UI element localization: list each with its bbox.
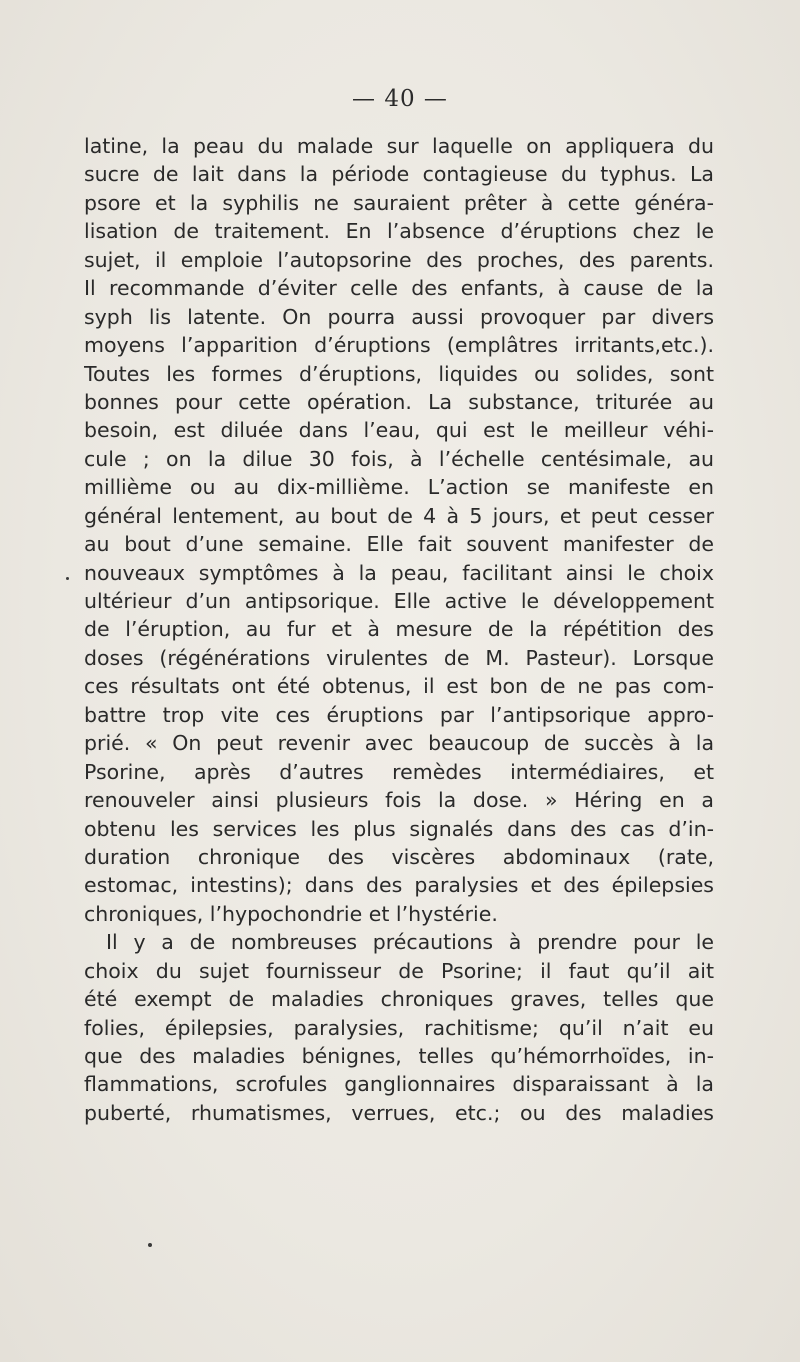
text-line: estomac, intestins); dans des paralysies et des épilepsies bbox=[84, 873, 714, 898]
text-line: sucre de lait dans la période contagieuse du typhus. La bbox=[84, 162, 714, 187]
text-line: au bout d’une semaine. Elle fait souvent manifester de bbox=[84, 532, 714, 557]
text-line: Il recommande d’éviter celle des enfants, à cause de la bbox=[84, 276, 714, 301]
text-line: prié. « On peut revenir avec beaucoup de succès à la bbox=[84, 731, 714, 756]
text-line: nouveaux symptômes à la peau, facilitant ainsi le choix bbox=[84, 560, 714, 585]
text-line: puberté, rhumatismes, verrues, etc.; ou des maladies bbox=[84, 1100, 714, 1125]
text-line: psore et la syphilis ne sauraient prêter à cette généra- bbox=[84, 190, 714, 215]
text-line: doses (régénérations virulentes de M. Pasteur). Lorsque bbox=[84, 645, 714, 670]
text-line: de l’éruption, au fur et à mesure de la répétition des bbox=[84, 617, 714, 642]
text-line: renouveler ainsi plusieurs fois la dose. » Héring en a bbox=[84, 788, 714, 813]
text-line: battre trop vite ces éruptions par l’antipsorique appro- bbox=[84, 702, 714, 727]
ink-speck bbox=[66, 577, 69, 580]
text-line: chroniques, l’hypochondrie et l’hystérie. bbox=[84, 901, 498, 926]
text-line: besoin, est diluée dans l’eau, qui est le meilleur véhi- bbox=[84, 418, 714, 443]
text-line: sujet, il emploie l’autopsorine des proches, des parents. bbox=[84, 247, 714, 272]
text-line: latine, la peau du malade sur laquelle on appliquera du bbox=[84, 134, 714, 158]
text-line: été exempt de maladies chroniques graves, telles que bbox=[84, 987, 714, 1012]
page-number: — 40 — bbox=[352, 86, 448, 112]
ink-speck bbox=[148, 1243, 152, 1247]
text-line: cule ; on la dilue 30 fois, à l’échelle centésimale, au bbox=[84, 446, 714, 471]
text-line: ces résultats ont été obtenus, il est bon de ne pas com- bbox=[84, 674, 714, 699]
text-line: flammations, scrofules ganglionnaires disparaissant à la bbox=[84, 1072, 714, 1097]
text-line: bonnes pour cette opération. La substance, triturée au bbox=[84, 389, 714, 414]
text-line: Psorine, après d’autres remèdes intermédiaires, et bbox=[84, 759, 714, 784]
text-line: ultérieur d’un antipsorique. Elle active le développement bbox=[84, 589, 714, 613]
text-line: folies, épilepsies, paralysies, rachitisme; qu’il n’ait eu bbox=[84, 1015, 714, 1040]
text-line: que des maladies bénignes, telles qu’hémorrhoïdes, in- bbox=[84, 1044, 714, 1068]
text-line: moyens l’apparition d’éruptions (emplâtres irritants,etc.). bbox=[84, 333, 714, 358]
text-line: duration chronique des viscères abdominaux (rate, bbox=[84, 844, 714, 869]
text-line: millième ou au dix-millième. L’action se manifeste en bbox=[84, 475, 714, 500]
text-line: Toutes les formes d’éruptions, liquides ou solides, sont bbox=[84, 361, 714, 386]
text-line: obtenu les services les plus signalés dans des cas d’in- bbox=[84, 816, 714, 841]
text-line: général lentement, au bout de 4 à 5 jours, et peut cesser bbox=[84, 503, 714, 528]
text-line: lisation de traitement. En l’absence d’éruptions chez le bbox=[84, 219, 714, 244]
body-text bbox=[84, 132, 714, 1127]
text-line: Il y a de nombreuses précautions à prendre pour le bbox=[106, 930, 714, 955]
text-line: choix du sujet fournisseur de Psorine; il faut qu’il ait bbox=[84, 958, 714, 983]
text-line: syph lis latente. On pourra aussi provoquer par divers bbox=[84, 304, 714, 329]
